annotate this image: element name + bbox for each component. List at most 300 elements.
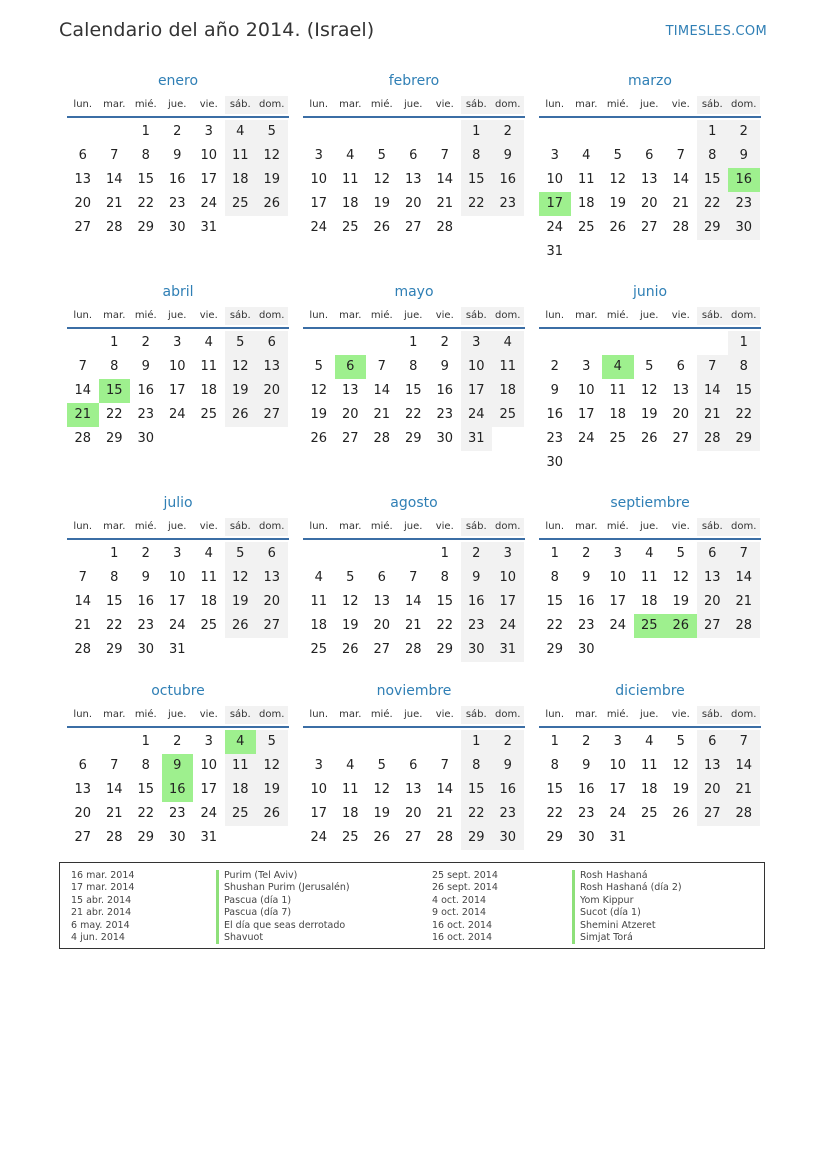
header-rule	[539, 726, 761, 728]
empty-cell	[602, 331, 634, 355]
weekday-label: jue.	[168, 310, 187, 321]
day-cell: 18	[310, 618, 328, 633]
day-cell: 18	[225, 168, 257, 192]
day-cell: 28	[436, 220, 454, 235]
day-cell: 10	[546, 172, 564, 187]
empty-cell	[697, 240, 729, 264]
day-cell: 30	[461, 638, 493, 662]
legend-date: 9 oct. 2014	[432, 907, 487, 919]
week-row	[67, 427, 289, 451]
empty-cell	[728, 826, 760, 850]
week-row	[303, 379, 525, 403]
day-cell: 23	[461, 614, 493, 638]
weekday-header	[303, 518, 525, 536]
legend-date: 16 oct. 2014	[432, 919, 493, 931]
day-cell: 9	[492, 144, 524, 168]
day-cell: 20	[74, 196, 92, 211]
header-rule	[303, 726, 525, 728]
week-row	[303, 216, 525, 240]
empty-cell	[634, 331, 666, 355]
day-cell: 12	[225, 566, 257, 590]
day-cell: 17	[310, 196, 328, 211]
legend-left-names	[216, 870, 350, 944]
day-cell: 5	[645, 359, 654, 374]
weekday-label: mar.	[103, 310, 126, 321]
day-cell: 14	[74, 383, 92, 398]
weekday-label: mié.	[606, 310, 629, 321]
empty-cell	[634, 240, 666, 264]
week-row	[67, 120, 289, 144]
day-cell: 21	[436, 196, 454, 211]
holiday-legend	[59, 862, 765, 949]
day-cell: 20	[404, 196, 422, 211]
day-cell: 24	[310, 220, 328, 235]
day-cell: 7	[110, 148, 119, 163]
day-cell: 5	[613, 148, 622, 163]
empty-cell	[571, 120, 603, 144]
day-cell: 12	[256, 144, 288, 168]
day-cell: 28	[105, 830, 123, 845]
day-cell: 17	[609, 594, 627, 609]
day-cell: 20	[697, 778, 729, 802]
day-cell: 24	[461, 403, 493, 427]
day-cell: 13	[404, 782, 422, 797]
header-rule	[67, 726, 289, 728]
week-row	[539, 216, 761, 240]
day-cell: 19	[256, 168, 288, 192]
month-name: julio	[163, 495, 193, 511]
day-cell: 25	[609, 431, 627, 446]
day-cell: 31	[168, 642, 186, 657]
day-cell: 19	[225, 379, 257, 403]
weekday-label: dom.	[492, 706, 524, 724]
day-cell: 13	[697, 566, 729, 590]
day-cell: 13	[640, 172, 658, 187]
day-cell: 11	[640, 758, 658, 773]
legend-date: 16 oct. 2014	[432, 932, 493, 944]
day-cell: 8	[550, 758, 559, 773]
weekday-label: dom.	[256, 518, 288, 536]
week-row	[539, 427, 761, 451]
month-noviembre	[303, 680, 525, 850]
empty-cell	[366, 120, 398, 144]
header-rule	[303, 327, 525, 329]
day-cell: 8	[110, 570, 119, 585]
day-cell: 1	[697, 120, 729, 144]
empty-cell	[571, 240, 603, 264]
day-cell: 6	[409, 148, 418, 163]
weekday-label: dom.	[492, 96, 524, 114]
day-cell: 23	[168, 806, 186, 821]
empty-cell	[366, 730, 398, 754]
day-cell: 15	[728, 379, 760, 403]
week-row	[303, 120, 525, 144]
day-cell: 8	[728, 355, 760, 379]
empty-cell	[728, 638, 760, 662]
day-cell: 3	[173, 546, 182, 561]
week-row	[303, 192, 525, 216]
week-row	[67, 566, 289, 590]
day-cell: 20	[697, 590, 729, 614]
day-cell: 31	[609, 830, 627, 845]
day-cell: 18	[225, 778, 257, 802]
day-cell: 15	[436, 594, 454, 609]
day-cell: 22	[105, 618, 123, 633]
week-row	[303, 614, 525, 638]
header-rule	[67, 116, 289, 118]
week-row	[539, 451, 761, 475]
month-diciembre	[539, 680, 761, 850]
legend-date: 21 abr. 2014	[71, 907, 132, 919]
day-cell: 2	[173, 734, 182, 749]
day-cell: 16	[546, 407, 564, 422]
day-cell: 15	[99, 379, 131, 403]
day-cell: 17	[168, 383, 186, 398]
day-cell: 8	[550, 570, 559, 585]
day-cell: 4	[582, 148, 591, 163]
day-cell: 18	[200, 594, 218, 609]
week-row	[303, 778, 525, 802]
weekday-label: lun.	[309, 521, 329, 532]
day-cell: 9	[461, 566, 493, 590]
day-cell: 17	[200, 172, 218, 187]
day-cell: 10	[461, 355, 493, 379]
day-cell: 26	[225, 614, 257, 638]
day-cell: 18	[609, 407, 627, 422]
weekday-label: sáb.	[461, 706, 493, 724]
day-cell: 6	[697, 542, 729, 566]
day-cell: 19	[640, 407, 658, 422]
day-cell: 9	[582, 758, 591, 773]
day-cell: 27	[640, 220, 658, 235]
day-cell: 25	[640, 806, 658, 821]
day-cell: 30	[492, 826, 524, 850]
empty-cell	[665, 331, 697, 355]
day-cell: 27	[341, 431, 359, 446]
brand-logo-text[interactable]: TIMESLES.COM	[665, 24, 767, 39]
week-row	[67, 826, 289, 850]
day-cell: 18	[492, 379, 524, 403]
day-cell: 14	[436, 172, 454, 187]
day-cell: 11	[492, 355, 524, 379]
day-cell: 27	[404, 220, 422, 235]
weekday-label: lun.	[309, 99, 329, 110]
month-junio	[539, 281, 761, 475]
day-cell: 12	[373, 172, 391, 187]
day-cell: 24	[168, 407, 186, 422]
empty-cell	[398, 730, 430, 754]
day-cell: 27	[373, 642, 391, 657]
day-cell: 27	[697, 614, 729, 638]
month-name: septiembre	[610, 495, 690, 511]
day-cell: 17	[200, 782, 218, 797]
legend-date: 25 sept. 2014	[432, 870, 498, 881]
day-cell: 13	[697, 754, 729, 778]
weekday-header	[539, 96, 761, 114]
day-cell: 16	[168, 172, 186, 187]
day-cell: 20	[672, 407, 690, 422]
weekday-label: mié.	[606, 99, 629, 110]
day-cell: 8	[141, 148, 150, 163]
empty-cell	[634, 451, 666, 475]
day-cell: 3	[314, 758, 323, 773]
day-cell: 5	[225, 542, 257, 566]
day-cell: 28	[74, 431, 92, 446]
week-row	[539, 566, 761, 590]
day-cell: 24	[200, 806, 218, 821]
day-cell: 5	[377, 148, 386, 163]
day-cell: 24	[577, 431, 595, 446]
day-cell: 8	[461, 754, 493, 778]
day-cell: 3	[613, 546, 622, 561]
day-cell: 10	[310, 782, 328, 797]
day-cell: 12	[609, 172, 627, 187]
month-name: mayo	[394, 284, 434, 300]
day-cell: 13	[672, 383, 690, 398]
legend-name: Sucot (día 1)	[572, 907, 682, 919]
day-cell: 13	[373, 594, 391, 609]
day-cell: 19	[225, 590, 257, 614]
weekday-label: jue.	[640, 99, 659, 110]
day-cell: 28	[105, 220, 123, 235]
empty-cell	[571, 331, 603, 355]
day-cell: 27	[672, 431, 690, 446]
day-cell: 4	[346, 758, 355, 773]
week-row	[67, 778, 289, 802]
empty-cell	[256, 216, 288, 240]
day-cell: 27	[74, 830, 92, 845]
week-row	[303, 144, 525, 168]
weekday-label: lun.	[545, 310, 565, 321]
weekday-label: jue.	[640, 709, 659, 720]
week-row	[303, 638, 525, 662]
day-cell: 4	[225, 730, 257, 754]
day-cell: 8	[141, 758, 150, 773]
month-marzo	[539, 70, 761, 264]
day-cell: 13	[74, 782, 92, 797]
day-cell: 30	[168, 830, 186, 845]
weekday-label: dom.	[728, 96, 760, 114]
empty-cell	[366, 331, 398, 355]
day-cell: 3	[613, 734, 622, 749]
weekday-label: mié.	[134, 709, 157, 720]
empty-cell	[67, 730, 99, 754]
day-cell: 9	[550, 383, 559, 398]
day-cell: 12	[310, 383, 328, 398]
day-cell: 30	[436, 431, 454, 446]
weekday-label: mar.	[103, 709, 126, 720]
weekday-label: lun.	[73, 521, 93, 532]
week-row	[67, 730, 289, 754]
day-cell: 26	[373, 220, 391, 235]
day-cell: 7	[377, 359, 386, 374]
day-cell: 30	[137, 642, 155, 657]
weekday-header	[303, 96, 525, 114]
day-cell: 6	[78, 758, 87, 773]
day-cell: 19	[609, 196, 627, 211]
weekday-header	[303, 307, 525, 325]
weekday-label: sáb.	[697, 96, 729, 114]
day-cell: 9	[492, 754, 524, 778]
day-cell: 16	[492, 168, 524, 192]
day-cell: 12	[672, 758, 690, 773]
day-cell: 15	[461, 778, 493, 802]
day-cell: 4	[602, 355, 634, 379]
day-cell: 11	[200, 359, 218, 374]
month-septiembre	[539, 492, 761, 662]
weekday-label: lun.	[545, 709, 565, 720]
month-name: diciembre	[615, 683, 685, 699]
weekday-label: dom.	[492, 518, 524, 536]
day-cell: 12	[256, 754, 288, 778]
empty-cell	[634, 120, 666, 144]
day-cell: 21	[373, 407, 391, 422]
week-row	[539, 355, 761, 379]
week-row	[303, 802, 525, 826]
day-cell: 10	[168, 570, 186, 585]
empty-cell	[602, 240, 634, 264]
day-cell: 17	[609, 782, 627, 797]
day-cell: 27	[404, 830, 422, 845]
month-octubre	[67, 680, 289, 850]
day-cell: 2	[728, 120, 760, 144]
day-cell: 3	[204, 124, 213, 139]
day-cell: 23	[137, 407, 155, 422]
week-row	[67, 754, 289, 778]
day-cell: 28	[74, 642, 92, 657]
empty-cell	[335, 542, 367, 566]
weekday-label: sáb.	[225, 307, 257, 325]
empty-cell	[99, 730, 131, 754]
header-rule	[303, 538, 525, 540]
day-cell: 12	[640, 383, 658, 398]
day-cell: 24	[168, 618, 186, 633]
day-cell: 26	[341, 642, 359, 657]
empty-cell	[67, 331, 99, 355]
weekday-label: sáb.	[697, 307, 729, 325]
legend-name: Simjat Torá	[572, 932, 682, 944]
day-cell: 2	[492, 730, 524, 754]
legend-name: Pascua (día 7)	[216, 907, 350, 919]
day-cell: 11	[341, 782, 359, 797]
day-cell: 25	[200, 407, 218, 422]
day-cell: 31	[546, 244, 564, 259]
weekday-label: sáb.	[697, 706, 729, 724]
day-cell: 24	[546, 220, 564, 235]
weekday-label: jue.	[404, 521, 423, 532]
month-name: febrero	[388, 73, 440, 89]
weekday-label: sáb.	[461, 96, 493, 114]
empty-cell	[429, 120, 461, 144]
legend-name: Purim (Tel Aviv)	[216, 870, 350, 882]
weekday-label: lun.	[545, 99, 565, 110]
weekday-label: lun.	[73, 99, 93, 110]
weekday-label: vie.	[199, 310, 218, 321]
empty-cell	[256, 427, 288, 451]
day-cell: 2	[492, 120, 524, 144]
day-cell: 7	[409, 570, 418, 585]
day-cell: 13	[341, 383, 359, 398]
day-cell: 26	[256, 192, 288, 216]
empty-cell	[335, 331, 367, 355]
day-cell: 4	[225, 120, 257, 144]
legend-right-dates	[432, 870, 498, 944]
day-cell: 26	[373, 830, 391, 845]
day-cell: 27	[256, 614, 288, 638]
day-cell: 31	[200, 220, 218, 235]
weekday-header	[67, 307, 289, 325]
day-cell: 25	[492, 403, 524, 427]
week-row	[303, 754, 525, 778]
day-cell: 5	[314, 359, 323, 374]
empty-cell	[398, 120, 430, 144]
month-name: octubre	[151, 683, 205, 699]
day-cell: 25	[200, 618, 218, 633]
day-cell: 7	[440, 758, 449, 773]
weekday-label: mié.	[134, 310, 157, 321]
month-agosto	[303, 492, 525, 662]
day-cell: 5	[346, 570, 355, 585]
week-row	[539, 120, 761, 144]
day-cell: 3	[314, 148, 323, 163]
day-cell: 4	[204, 546, 213, 561]
month-mayo	[303, 281, 525, 451]
empty-cell	[303, 331, 335, 355]
day-cell: 31	[461, 427, 493, 451]
day-cell: 7	[440, 148, 449, 163]
day-cell: 31	[200, 830, 218, 845]
legend-right-names	[572, 870, 682, 944]
day-cell: 15	[697, 168, 729, 192]
day-cell: 1	[141, 734, 150, 749]
day-cell: 26	[672, 806, 690, 821]
empty-cell	[67, 542, 99, 566]
legend-name: Rosh Hashaná (día 2)	[572, 882, 682, 894]
weekday-label: lun.	[73, 709, 93, 720]
weekday-label: mié.	[370, 310, 393, 321]
weekday-label: dom.	[728, 706, 760, 724]
day-cell: 3	[582, 359, 591, 374]
empty-cell	[225, 216, 257, 240]
header-rule	[539, 538, 761, 540]
day-cell: 20	[404, 806, 422, 821]
day-cell: 27	[74, 220, 92, 235]
week-row	[67, 802, 289, 826]
day-cell: 3	[461, 331, 493, 355]
day-cell: 15	[137, 172, 155, 187]
empty-cell	[256, 826, 288, 850]
day-cell: 4	[645, 734, 654, 749]
empty-cell	[665, 240, 697, 264]
day-cell: 2	[173, 124, 182, 139]
weekday-label: vie.	[199, 521, 218, 532]
day-cell: 20	[341, 407, 359, 422]
day-cell: 2	[582, 734, 591, 749]
day-cell: 1	[728, 331, 760, 355]
day-cell: 26	[256, 802, 288, 826]
weekday-header	[67, 706, 289, 724]
week-row	[67, 355, 289, 379]
day-cell: 5	[256, 730, 288, 754]
empty-cell	[665, 826, 697, 850]
page-title: Calendario del año 2014. (Israel)	[59, 19, 375, 41]
week-row	[539, 168, 761, 192]
day-cell: 22	[404, 407, 422, 422]
day-cell: 1	[461, 120, 493, 144]
week-row	[539, 638, 761, 662]
day-cell: 25	[225, 802, 257, 826]
week-row	[539, 331, 761, 355]
